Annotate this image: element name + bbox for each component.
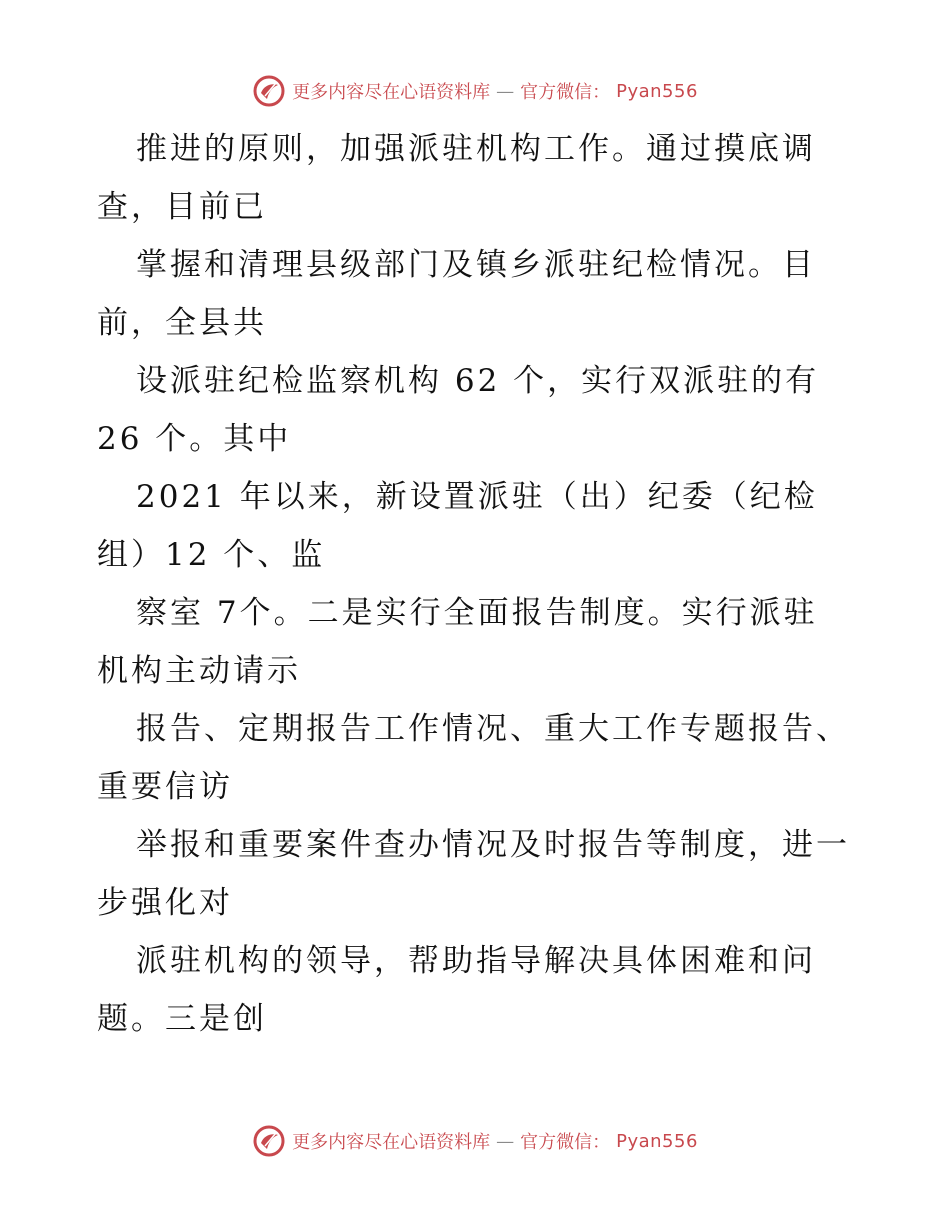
body-line: 推进的原则，加强派驻机构工作。通过摸底调 (136, 131, 816, 167)
body-line: 题。三是创 (97, 1001, 267, 1037)
wechat-id: Pyan556 (616, 1130, 698, 1152)
body-line: 步强化对 (97, 885, 233, 921)
document-body (97, 120, 897, 1048)
body-line: 报告、定期报告工作情况、重大工作专题报告、 (136, 711, 850, 747)
body-line: 前，全县共 (97, 305, 267, 341)
body-line: 重要信访 (97, 769, 233, 805)
body-line: 掌握和清理县级部门及镇乡派驻纪检情况。目 (136, 247, 816, 283)
body-line: 设派驻纪检监察机构 62 个，实行双派驻的有 (136, 363, 820, 399)
wechat-id: Pyan556 (616, 80, 698, 102)
footer-banner (0, 1124, 950, 1158)
body-line: 察室 7个。二是实行全面报告制度。实行派驻 (136, 595, 818, 631)
banner-text: 更多内容尽在心语资料库 (292, 1132, 491, 1153)
body-line: 26 个。其中 (97, 421, 292, 457)
body-line: 查，目前已 (97, 189, 267, 225)
body-line: 2021 年以来，新设置派驻（出）纪委（纪检 (136, 479, 818, 515)
brand-logo-icon (252, 1124, 286, 1158)
body-line: 举报和重要案件查办情况及时报告等制度，进一 (136, 827, 850, 863)
body-line: 组）12 个、监 (97, 537, 326, 573)
wechat-label: 官方微信： (520, 1132, 611, 1153)
brand-logo-icon (252, 74, 286, 108)
header-banner (0, 74, 950, 108)
body-line: 机构主动请示 (97, 653, 301, 689)
banner-text: 更多内容尽在心语资料库 (292, 82, 491, 103)
banner-separator: — (496, 1130, 515, 1152)
body-line: 派驻机构的领导，帮助指导解决具体困难和问 (136, 943, 816, 979)
banner-separator: — (496, 80, 515, 102)
wechat-label: 官方微信： (520, 82, 611, 103)
